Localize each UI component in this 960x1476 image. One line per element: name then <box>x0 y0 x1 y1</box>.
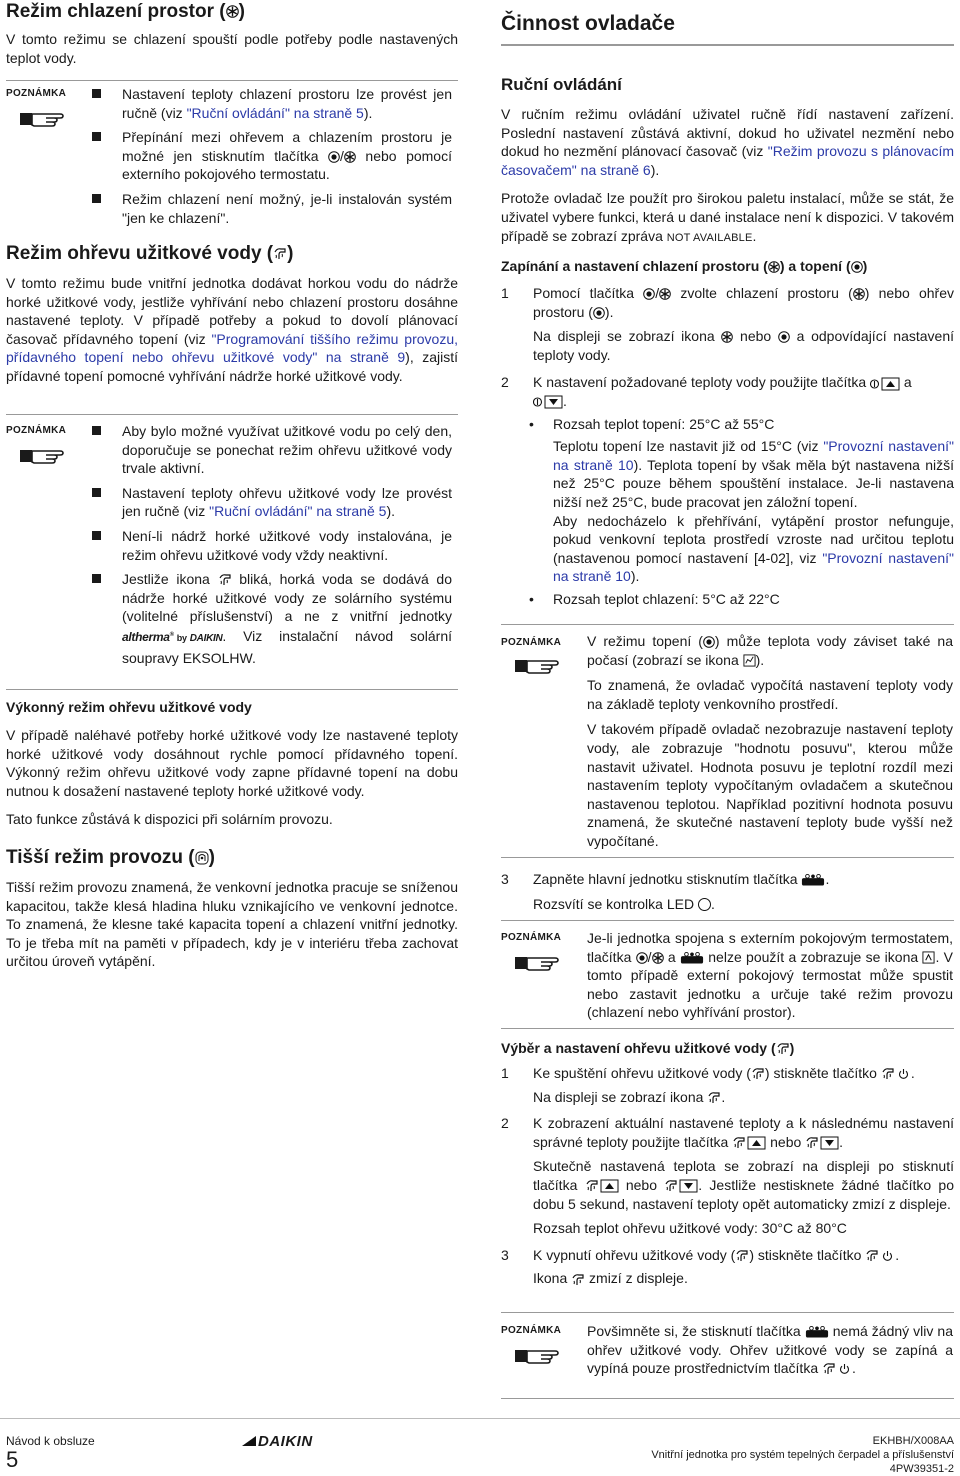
tap-icon <box>218 573 232 587</box>
tap-icon <box>273 247 287 261</box>
divider <box>501 857 954 858</box>
divider <box>501 1312 954 1313</box>
snowflake-icon <box>659 288 671 300</box>
footer-model: EKHBH/X008AA <box>872 1435 954 1447</box>
divider <box>501 624 954 625</box>
footer-model-block <box>651 1434 954 1476</box>
on-off-button-icon <box>680 951 704 965</box>
note-label: POZNÁMKA <box>501 932 562 943</box>
dhw-temp-up-button-icon <box>585 1179 619 1193</box>
link-manual-control[interactable]: "Ruční ovládání" na straně 5 <box>186 104 364 121</box>
dhw-step-2: 2 K zobrazení aktuální nastavené teploty a k následnému nastavení správné teploty použijte tlačítka nebo . Skutečně nastavená teplota se zobrazí na displeji po stisknutí tlačítka nebo . Jestliže nestisknete žádné tlačítko po dobu 5 sekund, nastavení teploty opět automaticky zmizí z displeje. Rozsah teplot ohřevu užitkové vody: 30°C až 80°C <box>501 1115 954 1237</box>
footer-description: Vnitřní jednotka pro systém tepelných čerpadel a příslušenství <box>651 1449 954 1461</box>
tap-icon <box>571 1273 585 1287</box>
not-available-text: NOT AVAILABLE <box>666 231 753 244</box>
cooling-range-item: • Rozsah teplot chlazení: 5°C až 22°C <box>529 590 780 607</box>
quiet-paragraph: Tišší režim provozu znamená, že venkovní jednotka pracuje se sníženou kapacitou, takže klesá hladina hluku vznikajícího ve venkovní jednotce. To znamená, že klesne také kapacita topení a chlazení vnitřní jednotky. To je třeba mít na paměti v případech, kdy je v interiéru třeba zachovat určitou úroveň vytápění. <box>6 879 458 970</box>
sun-icon <box>643 288 655 300</box>
list-item: Jestliže ikona bliká, horká voda se dodává do nádrže horké užitkové vody ze solárního systému (volitelné příslušenství) a ne z vnitřní jednotky altherma® by DAIKIN. Viz instalační návod solární soupravy EKSOLHW. <box>92 570 452 667</box>
step-3: 3 Zapněte hlavní jednotku stisknutím tlačítka . Rozsvítí se kontrolka LED . <box>501 871 830 912</box>
sun-icon <box>778 331 790 343</box>
list-item: Nastavení teploty chlazení prostoru lze provést jen ručně (viz "Ruční ovládání" na straně 5). <box>92 85 452 122</box>
dhw-step-3: 3 K vypnutí ohřevu užitkové vody ( ) stiskněte tlačítko . Ikona zmizí z displeje. <box>501 1246 900 1287</box>
sun-icon <box>593 307 605 319</box>
altherma-logo: altherma® by DAIKIN <box>122 629 223 644</box>
snowflake-icon <box>853 288 865 300</box>
snowflake-icon <box>768 261 780 273</box>
dhw-paragraph: V tomto režimu bude vnitřní jednotka dodávat horkou vodu do nádrže horké užitkové vody, jestliže vyhřívání nebo chlazení prostoru dosáhne nastavené teploty. V případě potřeby a pokud to dovolí plánovací časovač přídavného topení (viz "Programování tiššího režimu provozu, přídavného topení nebo ohřevu užitkové vody" na straně 9), zajistí přídavné topení pomocné vyhřívání nádrže horké užitkové vody. <box>6 275 459 384</box>
list-item: Aby bylo možné využívat užitkové vodu po celý den, doporučuje se ponechat režim ohřevu užitkové vody trvale aktivní. <box>92 422 452 478</box>
link-field-settings[interactable]: "Provozní nastavení" na straně 10 <box>553 438 954 473</box>
link-schedule-timer[interactable]: "Režim provozu s plánovacím časovačem" na straně 6 <box>501 143 954 178</box>
divider <box>501 1028 954 1029</box>
divider <box>6 414 458 415</box>
list-item: Nastavení teploty ohřevu užitkové vody lze provést jen ručně (viz "Ruční ovládání" na straně 5). <box>92 484 452 521</box>
external-thermostat-icon <box>922 951 935 964</box>
divider <box>6 689 458 690</box>
dhw-heading: Režim ohřevu užitkové vody ( ) <box>6 243 294 264</box>
temp-up-button-icon <box>870 377 900 391</box>
dhw-select-section <box>501 1039 954 1288</box>
note-label: POZNÁMKA <box>501 1325 562 1336</box>
footer-rule <box>0 1418 960 1419</box>
manual-paragraph: V ručním režimu ovládání uživatel ručně řídí nastavení zařízení. Poslední nastavení zůstává aktivní, dokud ho uživatel nezmění nebo dokud ho nezmění plánovací časovač (viz "Režim provozu s plánovacím časovačem" na straně 6). <box>501 106 954 178</box>
dhw-temp-up-button-icon <box>732 1136 766 1150</box>
quiet-heading: Tišší režim provozu ( ) <box>6 847 215 868</box>
sun-icon <box>636 952 648 964</box>
note-hand-icon <box>515 951 559 973</box>
sun-icon <box>851 261 863 273</box>
daikin-logo: DAIKIN <box>242 1433 313 1452</box>
dhw-temp-down-button-icon <box>805 1136 839 1150</box>
weather-dependent-icon <box>743 654 756 667</box>
power-heading: Výkonný režim ohřevu užitkové vody <box>6 699 252 715</box>
heating-range-item: • Rozsah teplot topení: 25°C až 55°C Teplotu topení lze nastavit již od 15°C (viz "Provozní nastavení" na straně 10). Teplota topení by však měla být nastavena nižší než 25°C pouze během spouštění instalace. Je-li nastavena nižší než 25°C, bude pracovat jen záložní topení. Aby nedocházelo k přehřívání, vytápění prostor nefunguje, pokud venkovní teplota prostředí vzroste nad určitou teplotu (nastavenou pomocí nastavení [4-02], viz "Provozní nastavení" na straně 10). <box>529 415 954 585</box>
on-off-button-icon <box>805 1325 829 1339</box>
switch-heading: Zapínání a nastavení chlazení prostoru ( ) a topení ( ) <box>501 258 868 274</box>
note-cooling-list <box>92 85 452 233</box>
manual-section <box>501 74 954 247</box>
snowflake-icon <box>226 5 239 18</box>
sun-icon <box>328 151 340 163</box>
list-item: Přepínání mezi ohřevem a chlazením prostoru je možné jen stisknutím tlačítka / nebo pomocí externího pokojového termostatu. <box>92 128 452 184</box>
tap-icon <box>751 1067 765 1081</box>
link-field-settings[interactable]: "Provozní nastavení" na straně 10 <box>553 549 954 585</box>
led-icon <box>698 898 711 911</box>
dhw-power-button-icon <box>881 1067 911 1081</box>
temp-down-button-icon <box>533 395 563 409</box>
dhw-power-button-icon <box>822 1362 852 1376</box>
power-section <box>6 698 458 829</box>
note-dhw-list <box>92 422 452 673</box>
step-2: 2 K nastavení požadované teploty vody použijte tlačítka a . <box>501 374 912 409</box>
note-hand-icon <box>515 654 559 676</box>
note-hand-icon <box>20 444 64 466</box>
quiet-section <box>6 846 458 971</box>
daikin-logo-mark <box>242 1436 256 1446</box>
cooling-heading: Režim chlazení prostor ( ) <box>6 1 245 22</box>
note-label: POZNÁMKA <box>501 637 562 648</box>
note-hand-icon <box>20 107 64 129</box>
cooling-intro: V tomto režimu se chlazení spouští podle potřeby podle nastavených teplot vody. <box>6 31 458 66</box>
list-item: Režim chlazení není možný, je-li instalován systém "jen ke chlazení". <box>92 190 452 227</box>
tap-icon <box>735 1249 749 1263</box>
divider <box>501 1398 954 1399</box>
manual-paragraph-2: Protože ovladač lze použít pro širokou paletu instalací, může se stát, že uživatel vybere funkci, která u dané instalace není k dispozici. V takovém případě se zobrazí zpráva NOT AVAILABLE. <box>501 190 954 244</box>
footer-code: 4PW39351-2 <box>889 1463 954 1475</box>
divider <box>6 80 458 81</box>
on-off-button-icon <box>801 873 825 887</box>
dhw-power-button-icon <box>865 1249 895 1263</box>
page-title: Činnost ovladače <box>501 12 675 35</box>
snowflake-icon <box>721 331 733 343</box>
tap-icon <box>707 1091 721 1105</box>
tap-icon <box>776 1042 790 1056</box>
dhw-temp-down-button-icon <box>664 1179 698 1193</box>
manual-heading: Ruční ovládání <box>501 75 622 94</box>
snowflake-icon <box>344 151 356 163</box>
quiet-icon <box>195 851 209 865</box>
note-hand-icon <box>515 1344 559 1366</box>
list-item: Není-li nádrž horké užitkové vody instalována, je režim ohřevu užitkové vody vždy neaktivní. <box>92 527 452 564</box>
footer-manual: Návod k obsluze <box>6 1434 95 1448</box>
note-weather-text: V režimu topení ( ) může teplota vody záviset také na počasí (zobrazí se ikona ). To znamená, že ovladač vypočítá nastavení teploty vody na základě teploty venkovního prostředí. V takovém případě ovladač nezobrazuje nastavení teploty vody, ale zobrazuje "hodnotu posuvu", kterou může nastavit uživatel. Hodnota posuvu je teplotní rozdíl mezi nastavením teploty vypočítaným ovladačem a skutečnou nastavenou teplotou. Například pozitivní hodnota posuvu znamená, že skutečné nastavení teploty bude vyšší než vypočítané. <box>587 633 953 849</box>
snowflake-icon <box>652 952 664 964</box>
step-1: 1 Pomocí tlačítka / zvolte chlazení prostoru ( ) nebo ohřev prostoru ( ). Na displeji se zobrazí ikona nebo a odpovídající nastavení teploty vody. <box>501 285 955 363</box>
sun-icon <box>703 636 715 648</box>
note-thermostat-text: Je-li jednotka spojena s externím pokojovým termostatem, tlačítka / a nelze použít a zobrazuje se ikona . V tomto případě externí pokojový termostat může spustit nebo zastavit jednotku a určuje také režim provozu (chlazení nebo vyhřívání prostor). <box>587 930 954 1021</box>
link-programming[interactable]: "Programování tiššího režimu provozu, přídavného topení nebo ohřevu užitkové vody" na straně 9 <box>6 330 458 366</box>
cooling-section <box>6 0 458 67</box>
dhw-select-heading: Výběr a nastavení ohřevu užitkové vody ( ) <box>501 1040 795 1056</box>
power-paragraph: V případě naléhavé potřeby horké užitkové vody lze nastavené teploty horké užitkové vody dosáhnout rychle pomocí přídavného topení. Výkonný režim ohřevu užitkové vody zapne přídavné topení na dobu nutnou k dosažení nastavené teploty horké užitkové vody. <box>6 727 458 799</box>
switch-section <box>501 257 954 609</box>
title-rule <box>501 44 954 46</box>
note-dhw-button-text: Povšimněte si, že stisknutí tlačítka nemá žádný vliv na ohřev užitkové vody. Ohřev užitkové vody se zapíná a vypíná pouze prostřednictvím tlačítka . <box>587 1323 953 1377</box>
divider <box>501 920 954 921</box>
footer-page-number: 5 <box>6 1447 19 1472</box>
power-paragraph-2: Tato funkce zůstává k dispozici při solárním provozu. <box>6 811 333 828</box>
note-label: POZNÁMKA <box>6 425 67 436</box>
page-footer <box>0 1430 960 1474</box>
note-label: POZNÁMKA <box>6 88 67 99</box>
link-manual-control[interactable]: "Ruční ovládání" na straně 5 <box>209 503 387 520</box>
dhw-step-1: 1 Ke spuštění ohřevu užitkové vody ( ) stiskněte tlačítko . Na displeji se zobrazí ikona . <box>501 1065 915 1105</box>
dhw-section <box>6 242 458 386</box>
